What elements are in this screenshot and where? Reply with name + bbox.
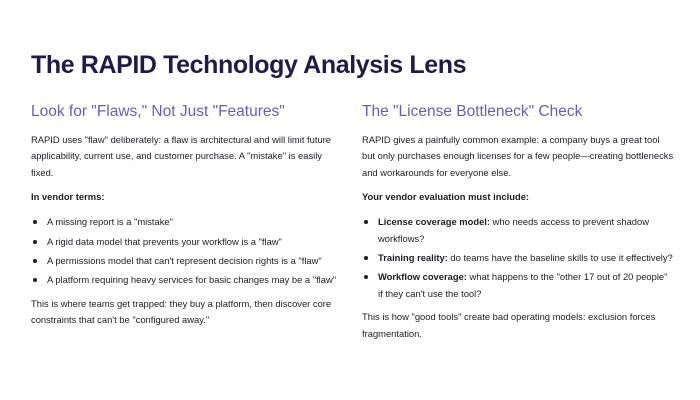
list-item-text: A permissions model that can't represent decision rights is a "flaw": [47, 255, 322, 267]
list-item-lead: Workflow coverage:: [378, 271, 467, 283]
list-item-text: A missing report is a "mistake": [47, 216, 173, 228]
list-item: [31, 272, 343, 288]
license-intro: RAPID gives a painfully common example: a company buys a great tool but only purchases enough licenses for a few people—creating bottlenecks and workarounds for everyone else.: [362, 134, 674, 178]
bullet-icon: [364, 275, 368, 279]
flaws-heading: Look for "Flaws," Not Just "Features": [31, 103, 285, 120]
flaws-intro: RAPID uses "flaw" deliberately: a flaw is architectural and will limit future applicability, current use, and customer purchase. A "mistake" is easily fixed.: [31, 134, 331, 178]
vendor-terms-subheading: In vendor terms:: [31, 191, 105, 203]
bullet-icon: [364, 220, 368, 224]
evaluation-list: [362, 214, 674, 302]
license-closing: This is how "good tools" create bad operating models: exclusion forces fragmentation.: [362, 311, 656, 339]
flaws-list: [31, 214, 343, 289]
list-item-text: A rigid data model that prevents your workflow is a "flaw": [47, 235, 282, 247]
list-item: [362, 250, 674, 266]
list-item-text: who needs access to prevent shadow workflows?: [378, 216, 649, 244]
bullet-icon: [364, 256, 368, 260]
list-item-text: do teams have the baseline skills to use it effectively?: [447, 252, 673, 264]
list-item: [362, 269, 674, 302]
flaws-closing: This is where teams get trapped: they buy a platform, then discover core constraints that can't be "configured away.": [31, 297, 332, 326]
license-heading: The "License Bottleneck" Check: [362, 103, 583, 120]
list-item: [31, 214, 343, 230]
bullet-icon: [33, 240, 37, 244]
license-column: [362, 102, 674, 342]
bullet-icon: [33, 220, 37, 224]
page-title: The RAPID Technology Analysis Lens: [31, 51, 467, 79]
list-item-lead: Training reality:: [378, 252, 448, 264]
list-item-text: A platform requiring heavy services for basic changes may be a "flaw": [47, 274, 337, 286]
bullet-icon: [33, 259, 37, 263]
list-item: [31, 253, 343, 269]
evaluation-subheading: Your vendor evaluation must include:: [362, 191, 530, 203]
list-item: [362, 214, 674, 247]
list-item: [31, 234, 343, 250]
bullet-icon: [33, 278, 37, 282]
list-item-lead: License coverage model:: [378, 216, 491, 228]
list-item-text: what happens to the "other 17 out of 20 people" if they can't use the tool?: [378, 271, 668, 299]
flaws-column: [31, 102, 343, 329]
